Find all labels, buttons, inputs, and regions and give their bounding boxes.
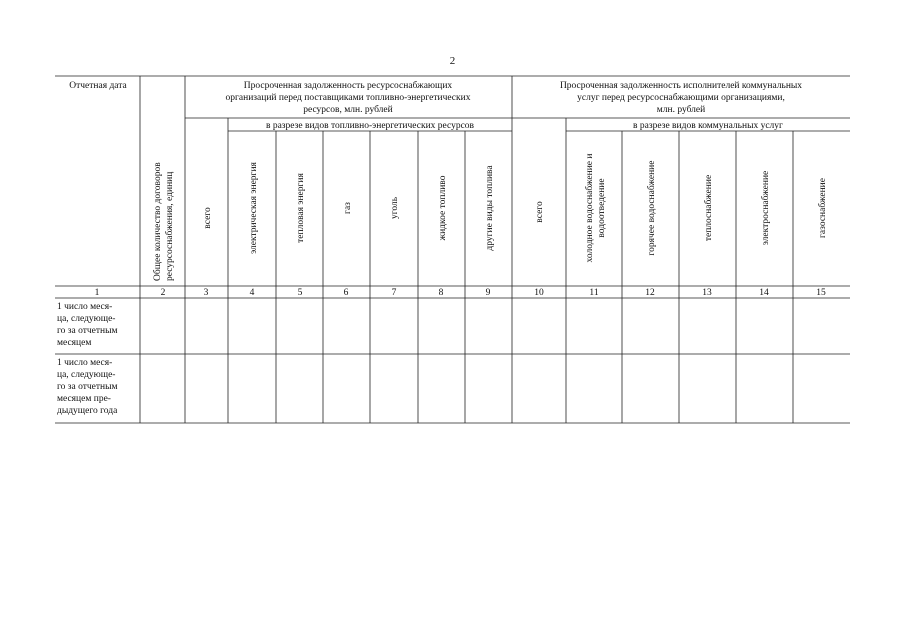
col-number: 11	[589, 288, 599, 298]
header-gas-supply: газоснабжение	[818, 178, 828, 238]
col-number: 9	[485, 288, 491, 298]
group1-title-line1: Просроченная задолженность ресурсоснабжающих	[243, 81, 453, 91]
header-cold-water-line1: холодное водоснабжение и	[585, 153, 595, 263]
row-label-line: дыдущего года	[57, 406, 118, 416]
header-electric-energy: электрическая энергия	[249, 162, 259, 254]
group2-title-line2: услуг перед ресурсоснабжающими организациями,	[577, 93, 785, 103]
header-total-contracts-line1: Общее количество договоров	[153, 162, 163, 281]
row-label-line: месяцем	[57, 338, 92, 348]
col-number: 6	[343, 288, 349, 298]
group2-title-line1: Просроченная задолженность исполнителей коммунальных	[559, 81, 803, 91]
page-number: 2	[449, 55, 456, 67]
row-label-current-year	[57, 301, 138, 349]
header-coal: уголь	[390, 196, 400, 220]
col-number: 7	[391, 288, 397, 298]
header-power-supply: электроснабжение	[761, 170, 771, 246]
col-number: 13	[702, 288, 712, 298]
row-label-line: го за отчетным	[57, 326, 118, 336]
row-label-previous-year	[57, 357, 138, 417]
col-number: 15	[816, 288, 826, 298]
header-thermal-energy: тепловая энергия	[296, 173, 306, 243]
header-gas: газ	[343, 202, 353, 214]
col-number: 1	[94, 288, 100, 298]
row-label-line: месяцем пре-	[57, 394, 111, 404]
col-number: 14	[759, 288, 769, 298]
header-cold-water-line2: водоотведение	[597, 178, 607, 238]
group2-total-header: всего	[535, 201, 545, 223]
group1-subtitle: в разрезе видов топливно-энергетических ресурсов	[265, 121, 475, 131]
col-number: 3	[203, 288, 209, 298]
group2-subtitle: в разрезе видов коммунальных услуг	[633, 121, 783, 131]
col-number: 10	[534, 288, 544, 298]
row-label-line: ца, следующе-	[57, 314, 116, 324]
group2-title-line3: млн. рублей	[656, 105, 706, 115]
col-number: 4	[249, 288, 255, 298]
header-liquid-fuel: жидкое топливо	[438, 175, 448, 241]
col-number: 2	[160, 288, 166, 298]
group1-title-line3: ресурсов, млн. рублей	[303, 105, 393, 115]
header-total-contracts-line2: ресурсоснабжения, единиц	[165, 171, 175, 281]
col-number: 5	[297, 288, 303, 298]
group1-title-line2: организаций перед поставщиками топливно-энергетических	[225, 93, 471, 103]
header-reporting-date: Отчетная дата	[69, 81, 127, 91]
header-other-fuel: другие виды топлива	[485, 165, 495, 251]
row-label-line: 1 число меся-	[57, 358, 113, 368]
row-label-line: го за отчетным	[57, 382, 118, 392]
col-number: 8	[438, 288, 444, 298]
header-heat-supply: теплоснабжение	[704, 174, 714, 242]
row-label-line: 1 число меся-	[57, 302, 113, 312]
row-label-line: ца, следующе-	[57, 370, 116, 380]
header-hot-water: горячее водоснабжение	[647, 160, 657, 256]
col-number: 12	[645, 288, 655, 298]
group1-total-header: всего	[203, 207, 213, 229]
